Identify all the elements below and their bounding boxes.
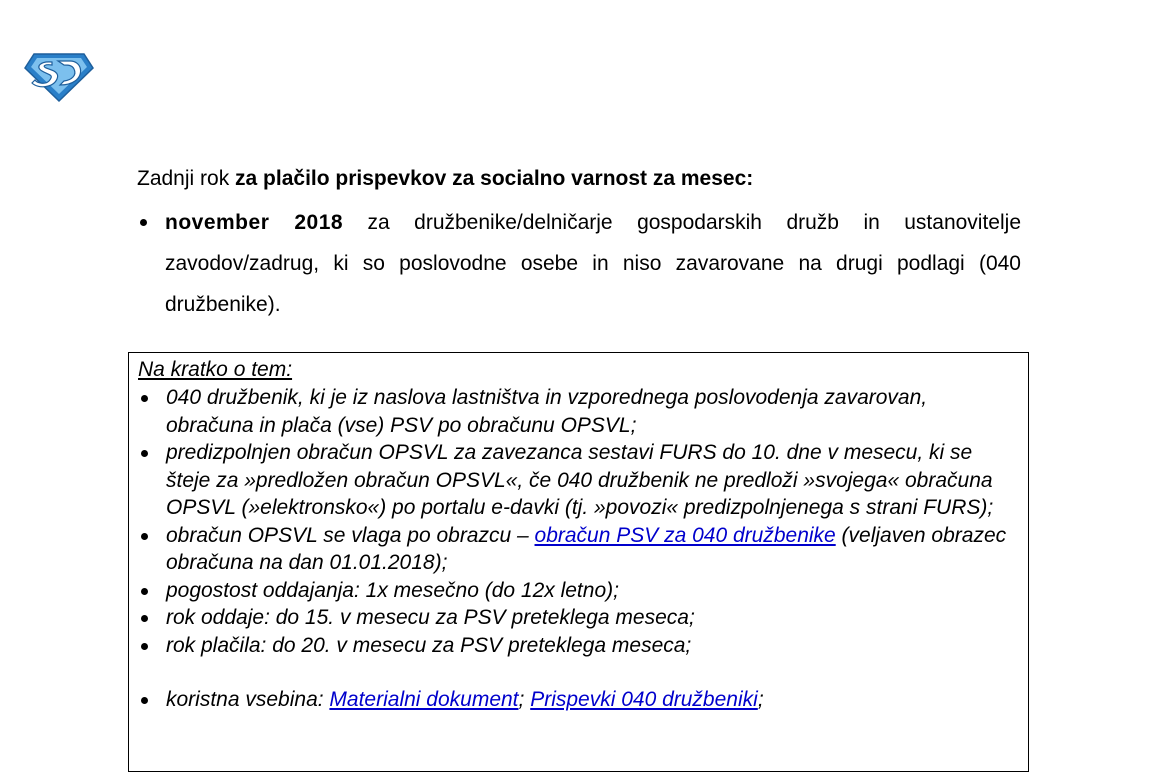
summary-box: [128, 352, 1029, 772]
list-item: [138, 522, 1018, 577]
list-item: predizpolnjen obračun OPSVL za zavezanca sestavi FURS do 10. dne v mesecu, ki se šteje za »predložen obračun OPSVL«, če 040 družbenik ne predloži »svojega« obračuna OPSVL (»elektronsko«) po portalu e-davki (tj. »povozi« predizpolnjenega s strani FURS);: [138, 439, 1018, 522]
item-separator: ;: [518, 688, 531, 711]
heading-prefix: Zadnji rok: [137, 167, 236, 190]
list-item: rok oddaje: do 15. v mesecu za PSV preteklega meseca;: [138, 604, 1018, 632]
item-text: koristna vsebina:: [166, 688, 330, 711]
intro-item: [137, 202, 1021, 325]
list-item: [138, 686, 1018, 714]
summary-title: Na kratko o tem:: [138, 358, 293, 381]
list-item: pogostost oddajanja: 1x mesečno (do 12x letno);: [138, 577, 1018, 605]
summary-list: [138, 384, 1018, 714]
page-heading: [137, 165, 753, 193]
prispevki-link[interactable]: Prispevki 040 družbeniki: [530, 688, 758, 711]
intro-month: november 2018: [165, 211, 344, 234]
intro-list: [137, 202, 1021, 325]
list-item: rok plačila: do 20. v mesecu za PSV preteklega meseca;: [138, 632, 1018, 660]
obrazec-link[interactable]: obračun PSV za 040 družbenike: [534, 523, 836, 547]
item-text: obračun OPSVL se vlaga po obrazcu –: [166, 523, 535, 547]
company-logo: [22, 48, 96, 104]
item-text: ;: [757, 688, 764, 711]
materialni-dokument-link[interactable]: Materialni dokument: [329, 688, 519, 711]
intro-text: za družbenike/delničarje gospodarskih družb in ustanovitelje zavodov/zadrug, ki so poslovodne osebe in niso zavarovane na drugi podlagi (040 družbenike).: [165, 211, 1021, 316]
item-text: (veljaven obrazec obračuna na dan 01.01.2018);: [166, 523, 1007, 574]
heading-bold: za plačilo prispevkov za socialno varnost za mesec:: [235, 167, 754, 190]
list-item: 040 družbenik, ki je iz naslova lastništva in vzporednega poslovodenja zavarovan, obračuna in plača (vse) PSV po obračunu OPSVL;: [138, 384, 1018, 439]
